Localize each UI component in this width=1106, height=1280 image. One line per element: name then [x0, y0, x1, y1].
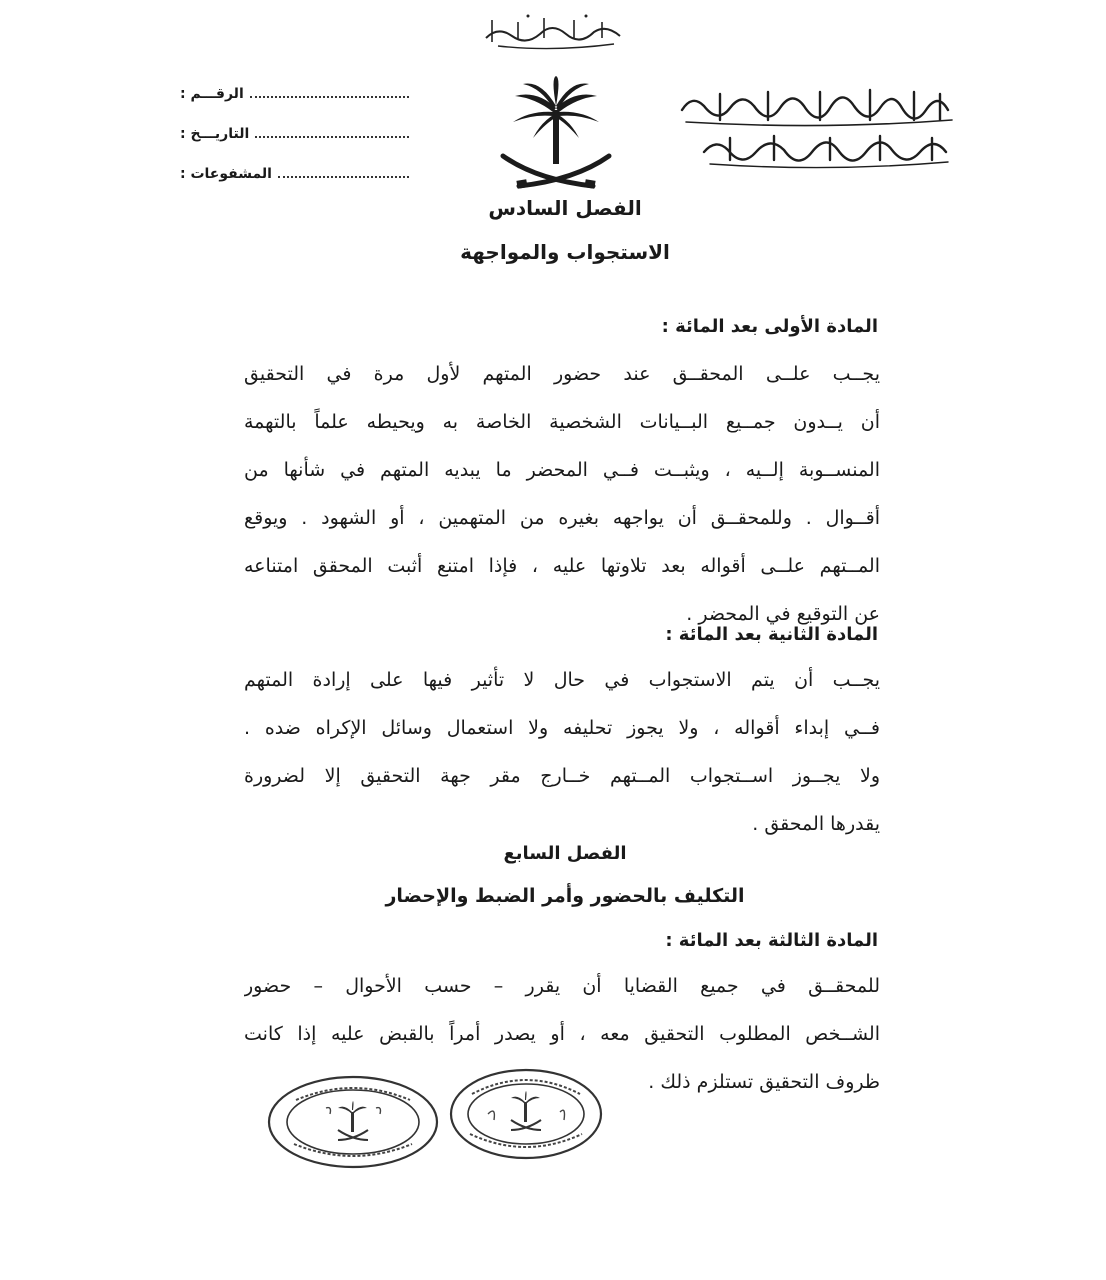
article101-title: المادة الأولى بعد المائة : — [661, 316, 878, 337]
chapter7-title: الفصل السابع — [503, 843, 627, 864]
ref-number-value — [250, 84, 409, 98]
article102-line: يجــب أن يتم الاستجواب في حال لا تأثير فيها على إرادة المتهم — [244, 669, 880, 691]
ref-date-label: التاريـــخ : — [180, 126, 250, 142]
article102-line: ولا يجــوز اســتجواب المــتهم خــارج مقر جهة التحقيق إلا لضرورة — [244, 765, 880, 787]
palm-swords-emblem — [497, 76, 615, 198]
ref-number-row — [180, 84, 415, 124]
basmala-calligraphy — [478, 8, 628, 52]
kingdom-calligraphy — [670, 80, 960, 172]
reference-fields — [180, 84, 415, 204]
article101-line: المــتهم علــى أقواله بعد تلاوتها عليه ، فإذا امتنع أثبت المحقق امتناعه — [244, 555, 880, 577]
article101-line: عن التوقيع في المحضر . — [686, 603, 880, 625]
article103-line: للمحقــق في جميع القضايا أن يقرر – حسب الأحوال – حضور — [244, 975, 880, 997]
ref-date-row — [180, 124, 415, 164]
chapter6-title: الفصل السادس — [488, 196, 642, 220]
ref-number-label: الرقـــم : — [180, 86, 244, 102]
council-secretariat-stamp — [448, 1066, 604, 1162]
article101-line: المنســوبة إلــيه ، ويثبــت فــي المحضر ما يبديه المتهم في شأنها من — [244, 459, 880, 481]
article101-line: أن يــدون جمــيع البــيانات الشخصية الخاصة به ويحيطه علماً بالتهمة — [244, 411, 880, 433]
article103-line: الشــخص المطلوب التحقيق معه ، أو يصدر أمراً بالقبض عليه إذا كانت — [244, 1023, 880, 1045]
experts-commission-stamp — [266, 1074, 440, 1170]
article102-line: فــي إبداء أقواله ، ولا يجوز تحليفه ولا استعمال وسائل الإكراه ضده . — [244, 717, 880, 739]
article102-text — [244, 656, 880, 848]
ref-attachments-value — [278, 164, 409, 178]
chapter6-subtitle: الاستجواب والمواجهة — [460, 240, 670, 264]
ref-date-value — [255, 124, 409, 138]
article101-line: يجــب علــى المحقــق عند حضور المتهم لأول مرة في التحقيق — [244, 363, 880, 385]
article103-title: المادة الثالثة بعد المائة : — [665, 930, 878, 951]
chapter7-subtitle: التكليف بالحضور وأمر الضبط والإحضار — [385, 885, 745, 907]
article101-text — [244, 350, 880, 638]
ref-attachments-label: المشفوعات : — [180, 166, 272, 182]
article103-line: ظروف التحقيق تستلزم ذلك . — [648, 1071, 880, 1093]
article102-title: المادة الثانية بعد المائة : — [665, 624, 878, 645]
article101-line: أقــوال . وللمحقــق أن يواجهه بغيره من المتهمين ، أو الشهود . ويوقع — [244, 507, 880, 529]
article102-line: يقدرها المحقق . — [752, 813, 880, 835]
